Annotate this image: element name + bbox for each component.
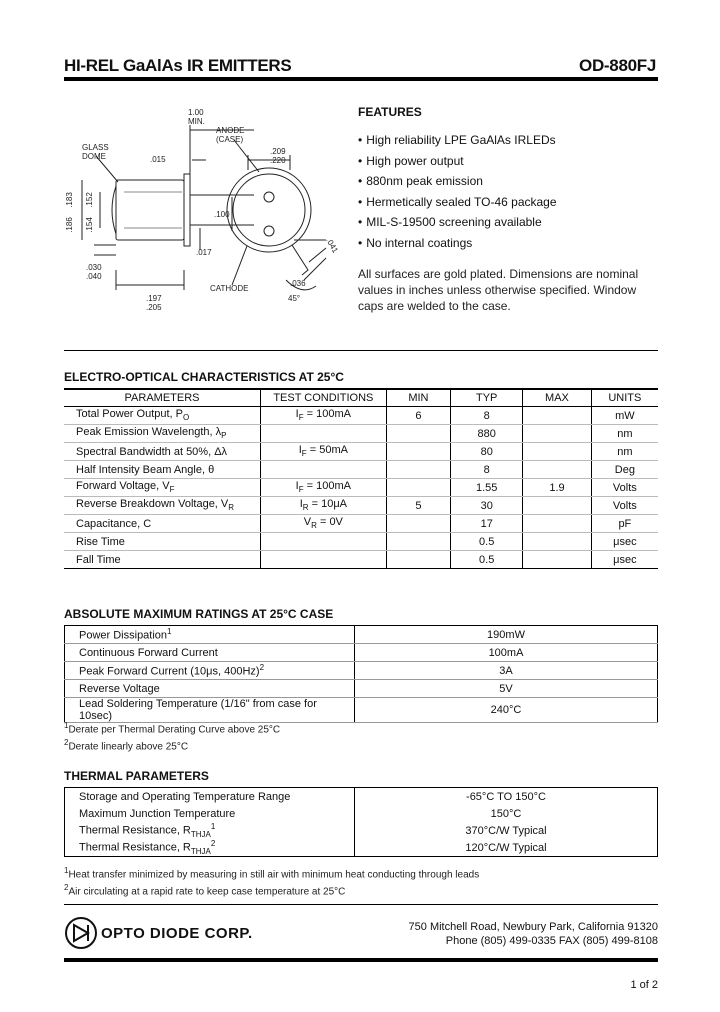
param-text: Spectral Bandwidth at 50%, Δλ	[76, 445, 228, 458]
param-text: Thermal Resistance, R	[79, 824, 191, 837]
company-logo-icon	[64, 916, 98, 950]
feature-item	[358, 212, 557, 233]
param-cell	[65, 822, 355, 839]
max-cell	[523, 443, 591, 461]
dim-label: .040	[86, 272, 102, 281]
cond-symbol: I	[295, 480, 299, 493]
dim-label: .041	[324, 236, 340, 255]
value-cell: 190mW	[355, 626, 658, 644]
dim-label: .152	[85, 192, 94, 208]
feature-text: Hermetically sealed TO-46 package	[366, 194, 557, 209]
footnote-number: 2	[64, 738, 69, 748]
condition-cell	[261, 497, 387, 515]
cond-symbol: I	[299, 498, 303, 511]
page-number: 1 of 2	[630, 979, 658, 991]
units-cell: μsec	[591, 551, 658, 569]
units-cell: Volts	[591, 497, 658, 515]
footnote	[64, 719, 280, 736]
condition-cell	[261, 533, 387, 551]
col-header: PARAMETERS	[64, 389, 261, 407]
thermal-heading: THERMAL PARAMETERS	[64, 769, 209, 783]
param-cell	[64, 443, 261, 461]
value-cell: 240°C	[355, 698, 658, 723]
cond-subscript: R	[302, 503, 309, 513]
table-row	[64, 479, 658, 497]
footnote-text: Derate per Thermal Derating Curve above 25°C	[68, 724, 281, 736]
abs-max-heading: ABSOLUTE MAXIMUM RATINGS AT 25°C CASE	[64, 607, 334, 621]
dim-label: .186	[65, 217, 74, 233]
table-row	[64, 443, 658, 461]
col-header: MIN	[386, 389, 451, 407]
max-cell	[523, 497, 591, 515]
cond-symbol: I	[298, 444, 302, 457]
package-flange	[184, 174, 190, 246]
param-text: Rise Time	[76, 535, 125, 548]
param-cell	[64, 479, 261, 497]
table-row	[65, 839, 658, 857]
company-address: 750 Mitchell Road, Newbury Park, California 91320	[408, 921, 658, 933]
param-cell	[65, 805, 355, 822]
param-text: Reverse Voltage	[79, 682, 160, 695]
max-cell: 1.9	[523, 479, 591, 497]
col-header: TYP	[451, 389, 523, 407]
cond-subscript: R	[311, 521, 317, 531]
param-cell	[64, 497, 261, 515]
param-cell	[64, 533, 261, 551]
units-cell: mW	[591, 407, 658, 425]
max-cell	[523, 425, 591, 443]
electro-optical-heading: ELECTRO-OPTICAL CHARACTERISTICS AT 25°C	[64, 370, 344, 384]
feature-item	[358, 151, 557, 172]
dim-label: .209	[270, 147, 286, 156]
col-header: MAX	[523, 389, 591, 407]
col-header: UNITS	[591, 389, 658, 407]
param-subscript: THJA	[190, 829, 211, 839]
abs-max-footnotes	[64, 719, 280, 754]
param-cell	[64, 425, 261, 443]
param-text: Reverse Breakdown Voltage, V	[76, 498, 229, 511]
value-cell: -65°C TO 150°C	[355, 788, 658, 806]
anode-label: ANODE	[216, 126, 245, 135]
cond-subscript: F	[298, 413, 304, 423]
param-superscript: 1	[210, 822, 216, 832]
cond-value: = 100mA	[303, 480, 352, 493]
param-superscript: 2	[259, 663, 265, 673]
dim-label: .100	[214, 210, 230, 219]
units-cell: Volts	[591, 479, 658, 497]
table-row	[65, 662, 658, 680]
footnote-number: 1	[64, 721, 69, 730]
title-rule	[64, 77, 658, 81]
dim-label: .154	[85, 217, 94, 233]
param-cell	[65, 788, 355, 806]
units-cell: μsec	[591, 533, 658, 551]
max-cell	[523, 407, 591, 425]
footnote	[64, 881, 479, 898]
table-row	[65, 805, 658, 822]
param-subscript: R	[228, 503, 235, 513]
min-cell	[386, 551, 451, 569]
param-text: Storage and Operating Temperature Range	[79, 790, 291, 803]
min-cell	[386, 479, 451, 497]
abs-max-table	[64, 625, 658, 723]
max-cell	[523, 533, 591, 551]
package-body	[116, 180, 184, 240]
min-cell	[386, 533, 451, 551]
dim-label: .036	[290, 279, 306, 288]
footnote-number: 2	[64, 883, 69, 893]
min-cell	[386, 461, 451, 479]
bullet-icon: •	[358, 174, 363, 188]
footnote	[64, 864, 479, 881]
value-cell: 100mA	[355, 644, 658, 662]
features-heading: FEATURES	[358, 105, 422, 119]
typ-cell: 0.5	[451, 551, 523, 569]
cond-value: = 100mA	[303, 408, 352, 421]
param-text: Thermal Resistance, R	[79, 841, 191, 854]
param-text: Power Dissipation	[79, 629, 168, 642]
param-superscript: 2	[210, 839, 216, 849]
param-subscript: F	[169, 485, 175, 495]
typ-cell: 30	[451, 497, 523, 515]
table-row	[64, 461, 658, 479]
max-cell	[523, 515, 591, 533]
max-cell	[523, 461, 591, 479]
param-subscript: O	[183, 413, 190, 423]
dim-label: 1.00	[188, 108, 204, 117]
dim-label: .183	[65, 192, 74, 208]
angle-label: 45°	[288, 294, 301, 303]
footnote-text: Derate linearly above 25°C	[68, 741, 189, 753]
units-cell: Deg	[591, 461, 658, 479]
table-row	[65, 822, 658, 839]
company-phone: Phone (805) 499-0335 FAX (805) 499-8108	[445, 935, 658, 947]
package-outline-diagram	[64, 100, 354, 320]
condition-cell	[261, 515, 387, 533]
param-text: Total Power Output, P	[76, 408, 183, 421]
typ-cell: 1.55	[451, 479, 523, 497]
param-subscript: THJA	[190, 846, 211, 856]
param-cell	[64, 551, 261, 569]
min-cell	[386, 515, 451, 533]
dim-label: .205	[146, 303, 162, 312]
dim-label: MIN.	[188, 117, 205, 126]
condition-cell	[261, 461, 387, 479]
table-row	[65, 788, 658, 806]
part-number: OD-880FJ	[579, 56, 656, 75]
feature-item	[358, 130, 557, 151]
feature-text: 880nm peak emission	[366, 174, 483, 188]
table-row	[65, 644, 658, 662]
value-cell: 370°C/W Typical	[355, 822, 658, 839]
end-view-case	[227, 168, 311, 252]
end-view-cap	[233, 174, 305, 246]
footnote-text: Air circulating at a rapid rate to keep case temperature at 25°C	[68, 886, 346, 898]
typ-cell: 8	[451, 407, 523, 425]
feature-item	[358, 192, 557, 213]
param-text: Peak Emission Wavelength, λ	[76, 426, 222, 439]
dim-label: .017	[196, 248, 212, 257]
min-cell	[386, 425, 451, 443]
feature-text: MIL-S-19500 screening available	[366, 215, 542, 229]
condition-cell	[261, 479, 387, 497]
electro-optical-table	[64, 389, 658, 569]
table-header-row	[64, 389, 658, 407]
glass-dome-label: DOME	[82, 152, 106, 161]
param-cell	[64, 461, 261, 479]
table-row	[64, 551, 658, 569]
cond-value: = 0V	[316, 516, 343, 529]
min-cell	[386, 443, 451, 461]
param-cell	[65, 680, 355, 698]
footnote-number: 1	[64, 866, 69, 875]
param-text: Half Intensity Beam Angle, θ	[76, 463, 215, 476]
param-cell	[65, 644, 355, 662]
units-cell: pF	[591, 515, 658, 533]
cond-subscript: F	[301, 449, 307, 459]
section-divider	[64, 350, 658, 351]
footnote-text: Heat transfer minimized by measuring in still air with minimum heat conducting through leads	[68, 869, 480, 881]
condition-cell	[261, 551, 387, 569]
bullet-icon: •	[358, 215, 363, 229]
units-cell: nm	[591, 425, 658, 443]
param-text: Capacitance, C	[76, 517, 152, 530]
page-title: HI-REL GaAlAs IR EMITTERS	[64, 56, 292, 75]
features-note: All surfaces are gold plated. Dimensions are nominal values in inches unless otherwise specified. Window caps are welded to the case.	[358, 267, 639, 313]
typ-cell: 880	[451, 425, 523, 443]
dim-label: .015	[150, 155, 166, 164]
features-list	[358, 130, 557, 253]
glass-dome-label: GLASS	[82, 143, 109, 152]
thermal-footnotes	[64, 864, 479, 899]
typ-cell: 80	[451, 443, 523, 461]
table-row	[64, 533, 658, 551]
min-cell: 5	[386, 497, 451, 515]
footnote	[64, 736, 280, 753]
cond-symbol: V	[303, 516, 312, 529]
col-header: TEST CONDITIONS	[261, 389, 387, 407]
footer-rule	[64, 958, 658, 962]
cathode-label: CATHODE	[210, 284, 249, 293]
param-subscript: P	[221, 431, 227, 441]
table-row	[64, 497, 658, 515]
value-cell: 3A	[355, 662, 658, 680]
company-name: OPTO DIODE CORP.	[101, 925, 253, 942]
cond-symbol: I	[295, 408, 299, 421]
feature-item	[358, 171, 557, 192]
param-text: Continuous Forward Current	[79, 646, 218, 659]
footer-divider	[64, 904, 658, 905]
cond-value: = 10μA	[308, 498, 347, 511]
feature-text: No internal coatings	[366, 235, 473, 250]
param-superscript: 1	[167, 627, 172, 637]
glass-dome	[112, 186, 116, 234]
table-row	[64, 407, 658, 425]
min-cell: 6	[386, 407, 451, 425]
param-text: Maximum Junction Temperature	[79, 807, 236, 820]
bullet-icon: •	[358, 153, 363, 168]
value-cell: 5V	[355, 680, 658, 698]
dim-label: .220	[270, 156, 286, 165]
table-row	[64, 515, 658, 533]
param-text: Peak Forward Current (10μs, 400Hz)	[79, 665, 260, 678]
cond-subscript: F	[298, 485, 304, 495]
dim-label: .030	[86, 263, 102, 272]
value-cell: 150°C	[355, 805, 658, 822]
feature-text: High power output	[366, 153, 464, 168]
cond-value: = 50mA	[306, 444, 348, 457]
feature-item	[358, 233, 557, 254]
cathode-pin	[264, 226, 274, 236]
table-row	[65, 680, 658, 698]
param-cell	[65, 839, 355, 857]
param-cell	[65, 626, 355, 644]
param-text: Forward Voltage, V	[76, 480, 170, 493]
param-text: Lead Soldering Temperature (1/16" from case for 10sec)	[79, 698, 317, 722]
condition-cell	[261, 407, 387, 425]
bullet-icon: •	[358, 194, 363, 209]
param-cell	[64, 515, 261, 533]
max-cell	[523, 551, 591, 569]
condition-cell	[261, 443, 387, 461]
units-cell: nm	[591, 443, 658, 461]
param-text: Fall Time	[76, 553, 121, 566]
anode-label: (CASE)	[216, 135, 244, 144]
thermal-table	[64, 787, 658, 857]
param-cell	[64, 407, 261, 425]
typ-cell: 17	[451, 515, 523, 533]
typ-cell: 0.5	[451, 533, 523, 551]
bullet-icon: •	[358, 235, 363, 250]
bullet-icon: •	[358, 133, 363, 147]
param-cell	[65, 662, 355, 680]
table-row	[65, 626, 658, 644]
table-row	[64, 425, 658, 443]
tab	[292, 245, 308, 275]
anode-pin	[264, 192, 274, 202]
dim-label: .197	[146, 294, 162, 303]
typ-cell: 8	[451, 461, 523, 479]
condition-cell	[261, 425, 387, 443]
value-cell: 120°C/W Typical	[355, 839, 658, 857]
feature-text: High reliability LPE GaAlAs IRLEDs	[366, 133, 556, 147]
